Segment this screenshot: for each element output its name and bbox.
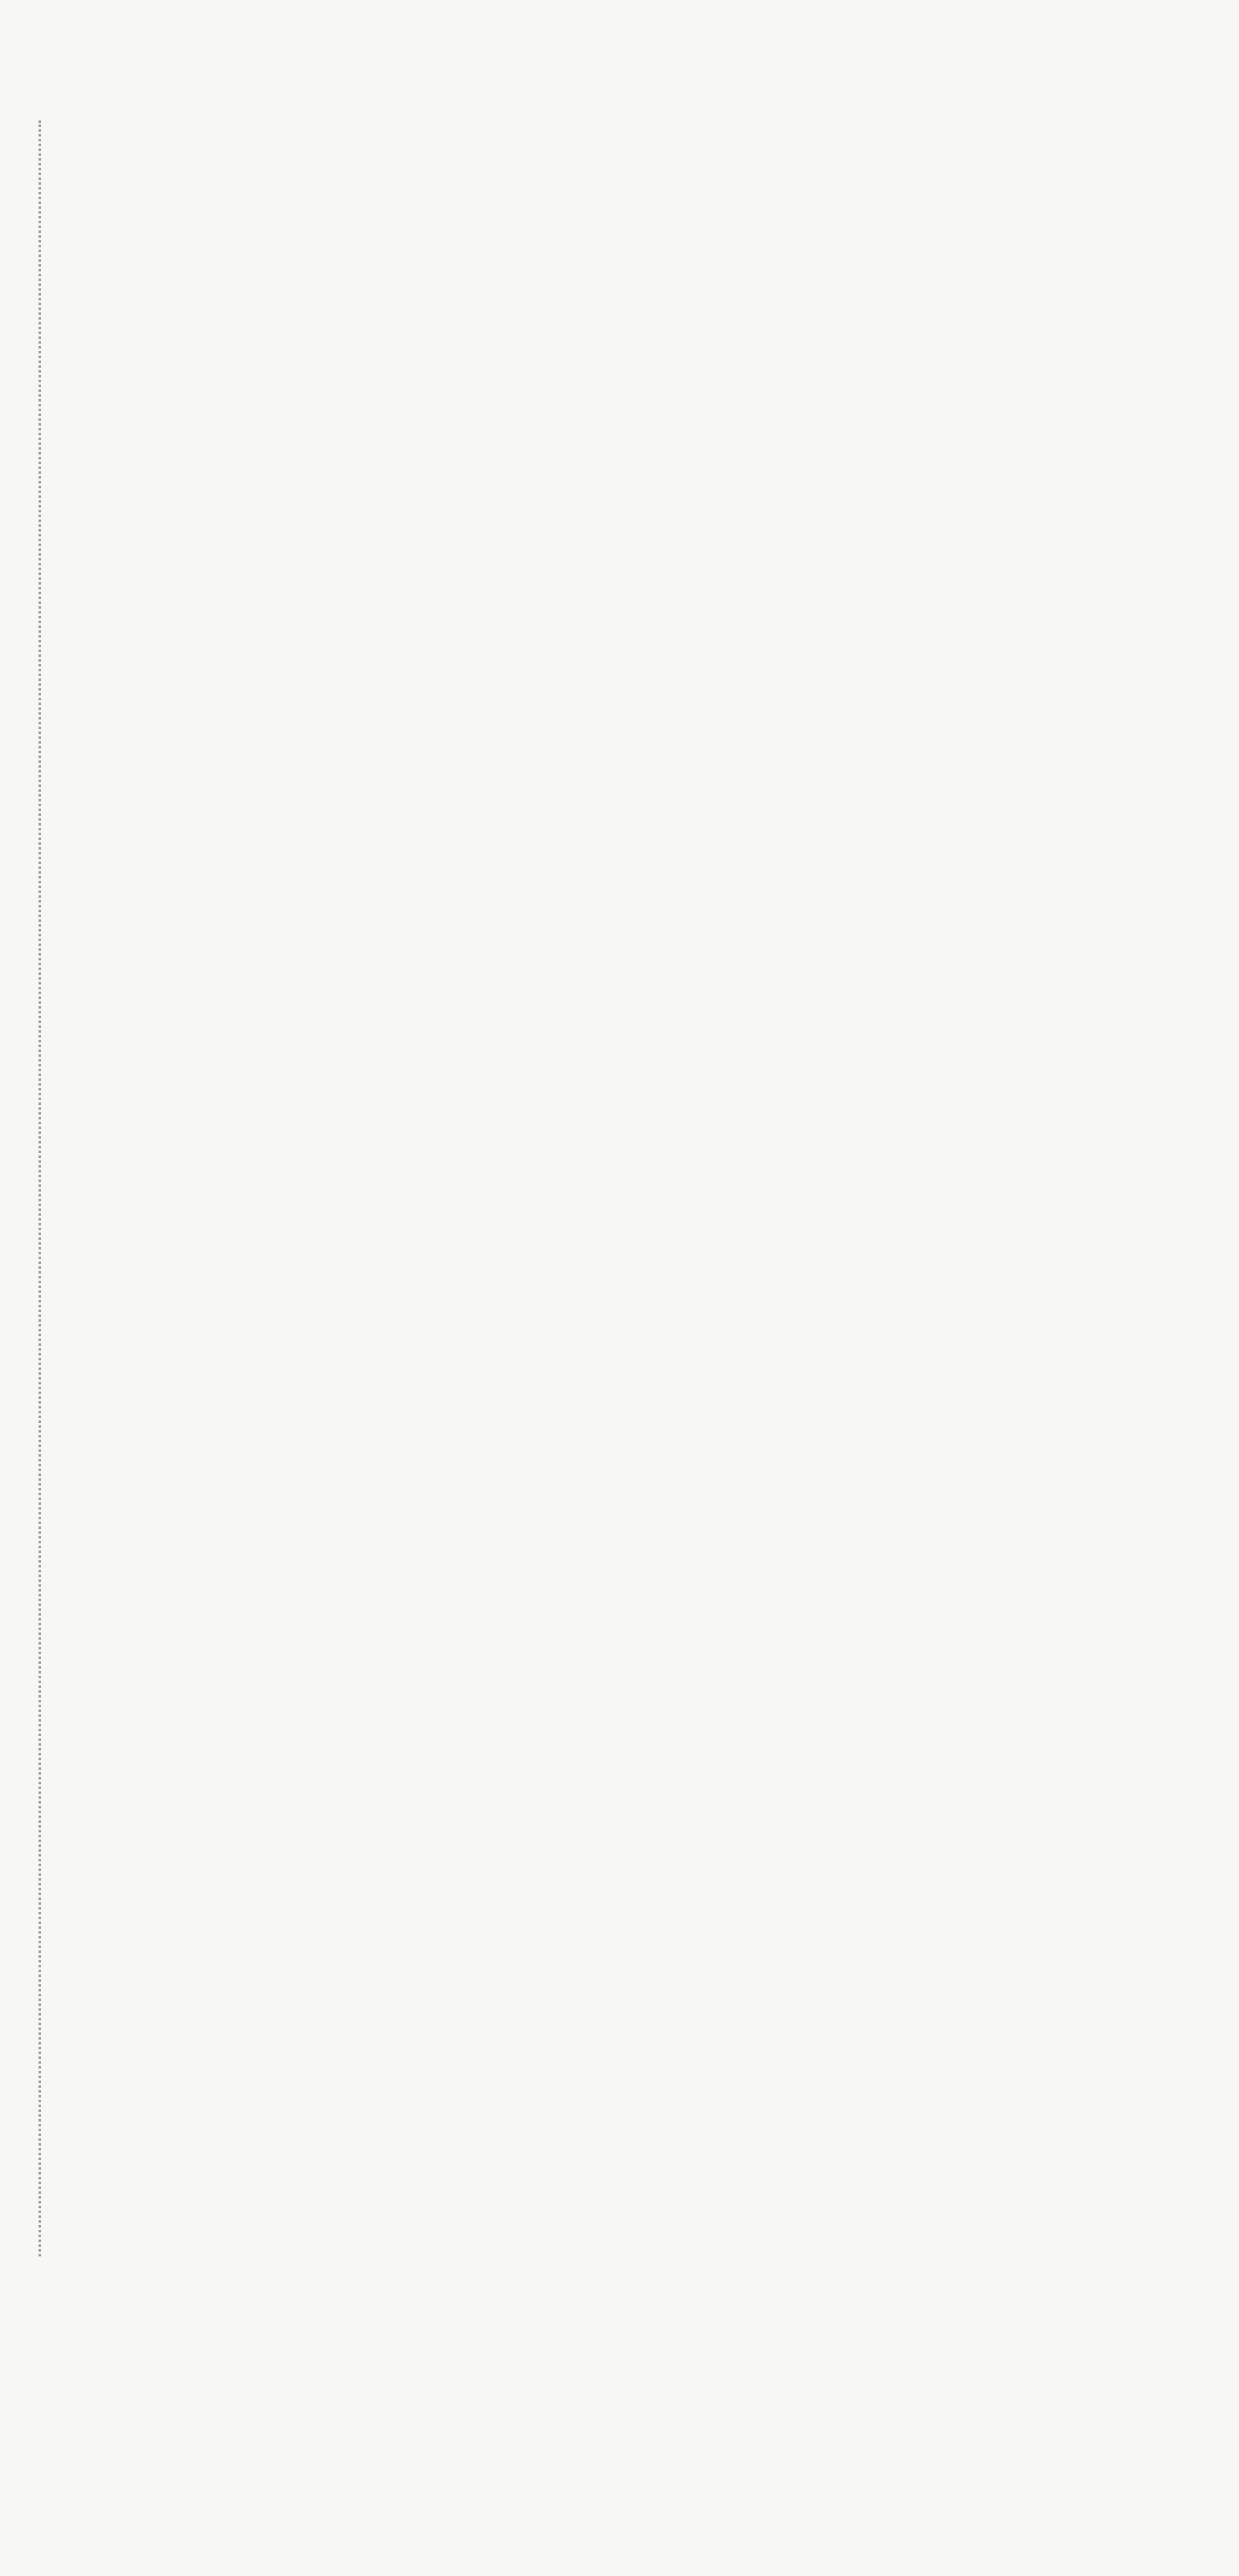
binding-margin-line <box>39 120 41 2256</box>
